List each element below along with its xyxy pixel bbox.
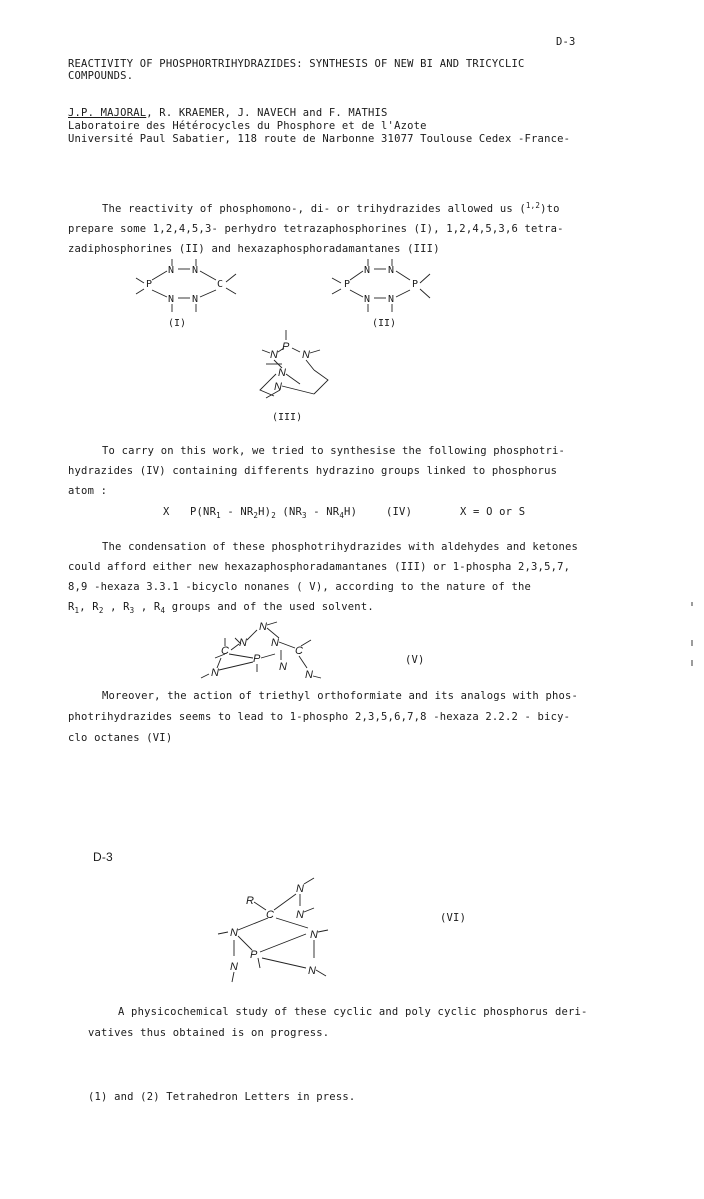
title-line-2: COMPOUNDS. (68, 70, 134, 82)
atom-n: N (230, 961, 238, 973)
formula-condition: X = O or S (460, 506, 526, 518)
f-sub: 4 (339, 511, 345, 520)
atom-n: N (271, 637, 279, 649)
formula-label: (IV) (386, 506, 413, 518)
atom-n: N (211, 667, 219, 679)
page-code-top: D-3 (556, 36, 576, 48)
para5-line1: A physicochemical study of these cyclic and poly cyclic phosphorus deri- (118, 1006, 588, 1018)
first-author: J.P. MAJORAL (68, 107, 147, 119)
page-code-mid: D-3 (93, 850, 113, 864)
f-sub: 1 (216, 511, 221, 520)
label-II: (II) (372, 318, 397, 329)
reference-marker: 1,2 (525, 201, 541, 210)
atom-n: N (388, 265, 395, 276)
f-part: H) (258, 506, 272, 518)
atom-n: N (274, 381, 282, 393)
atom-p: P (412, 279, 419, 290)
para5-line2: vatives thus obtained is on progress. (88, 1027, 330, 1039)
atom-n: N (168, 294, 175, 305)
r-sub: 3 (129, 606, 135, 615)
atom-n: N (279, 661, 287, 673)
f-sub: 2 (271, 511, 276, 520)
atom-n: N (305, 669, 313, 681)
r-group: R (68, 601, 75, 613)
r-sub: 2 (98, 606, 104, 615)
atom-n: N (168, 265, 175, 276)
f-part: P(NR (190, 506, 217, 518)
para4-line2: photrihydrazides seems to lead to 1-phospho 2,3,5,6,7,8 -hexaza 2.2.2 - bicy- (68, 711, 571, 723)
para2-line1: To carry on this work, we tried to synthesise the following phosphotri- (102, 445, 566, 457)
para1-line1-text: The reactivity of phosphomono-, di- or trihydrazides allowed us ( (102, 203, 526, 215)
atom-n: N (308, 965, 316, 977)
atom-c: C (266, 909, 274, 921)
f-part: (NR (275, 506, 302, 518)
structure-VI (210, 872, 340, 987)
para1-line3: zadiphosphorines (II) and hexazaphosphoradamantanes (III) (68, 243, 440, 255)
atom-n: N (278, 367, 286, 379)
laboratory: Laboratoire des Hétérocycles du Phosphore et de l'Azote (68, 120, 427, 132)
atom-p: P (146, 279, 153, 290)
scan-marks (688, 600, 698, 680)
r-group: , R (79, 601, 99, 613)
atom-n: N (192, 265, 199, 276)
atom-p: P (344, 279, 351, 290)
footnote: (1) and (2) Tetrahedron Letters in press. (88, 1091, 356, 1103)
para3-line3: 8,9 -hexaza 3.3.1 -bicyclo nonanes ( V), according to the nature of the (68, 581, 532, 593)
label-VI: (VI) (440, 912, 467, 924)
title-line-1: REACTIVITY OF PHOSPHORTRIHYDRAZIDES: SYNTHESIS OF NEW BI AND TRICYCLIC (68, 58, 525, 70)
f-part: - NR (306, 506, 340, 518)
atom-n: N (388, 294, 395, 305)
atom-n: N (230, 927, 238, 939)
university: Université Paul Sabatier, 118 route de Narbonne 31077 Toulouse Cedex -France- (68, 133, 571, 145)
atom-n: N (192, 294, 199, 305)
atom-c: C (295, 645, 303, 657)
f-sub: 3 (302, 511, 307, 520)
atom-c: C (221, 645, 229, 657)
atom-n: N (296, 883, 304, 895)
f-part: H) (344, 506, 358, 518)
atom-n: N (364, 294, 371, 305)
label-III: (III) (272, 412, 303, 423)
r-sub: 4 (160, 606, 166, 615)
structure-I (130, 256, 240, 331)
para2-line3: atom : (68, 485, 108, 497)
para3-line2: could afford either new hexazaphosphoradamantanes (III) or 1-phospha 2,3,5,7, (68, 561, 571, 573)
para4-line3: clo octanes (VI) (68, 732, 173, 744)
atom-p: P (282, 341, 290, 353)
para4-line1: Moreover, the action of triethyl orthoformiate and its analogs with phos- (102, 690, 579, 702)
atom-n: N (270, 349, 278, 361)
atom-n: N (310, 929, 318, 941)
atom-n: N (239, 637, 247, 649)
para1-line2: prepare some 1,2,4,5,3- perhydro tetrazaphosphorines (I), 1,2,4,5,3,6 tetra- (68, 223, 564, 235)
structure-II (328, 256, 438, 331)
atom-n: N (364, 265, 371, 276)
f-sub: 2 (253, 511, 259, 520)
r-group: , R (134, 601, 161, 613)
f-part: - NR (220, 506, 254, 518)
structure-V (195, 616, 335, 686)
para2-line2: hydrazides (IV) containing differents hydrazino groups linked to phosphorus (68, 465, 558, 477)
para1-line1 (102, 203, 560, 216)
para3-line4-text: groups and of the used solvent. (165, 601, 374, 613)
para3-line1: The condensation of these phosphotrihydrazides with aldehydes and ketones (102, 541, 579, 553)
structure-III (252, 328, 352, 428)
atom-n: N (296, 909, 304, 921)
author-line (68, 107, 388, 120)
atom-r: R (246, 895, 254, 907)
label-I: (I) (168, 318, 187, 329)
para3-line4 (68, 601, 374, 614)
co-authors: , R. KRAEMER, J. NAVECH and F. MATHIS (146, 107, 388, 119)
formula-x: X (163, 506, 170, 518)
atom-c: C (217, 279, 224, 290)
atom-n: N (259, 621, 267, 633)
para1-line1-end: )to (540, 203, 560, 215)
r-sub: 1 (74, 606, 80, 615)
r-group: , R (103, 601, 130, 613)
atom-n: N (302, 349, 310, 361)
atom-p: P (250, 949, 258, 961)
label-V: (V) (405, 654, 425, 666)
atom-p: P (253, 653, 261, 665)
formula-iv (190, 506, 357, 519)
